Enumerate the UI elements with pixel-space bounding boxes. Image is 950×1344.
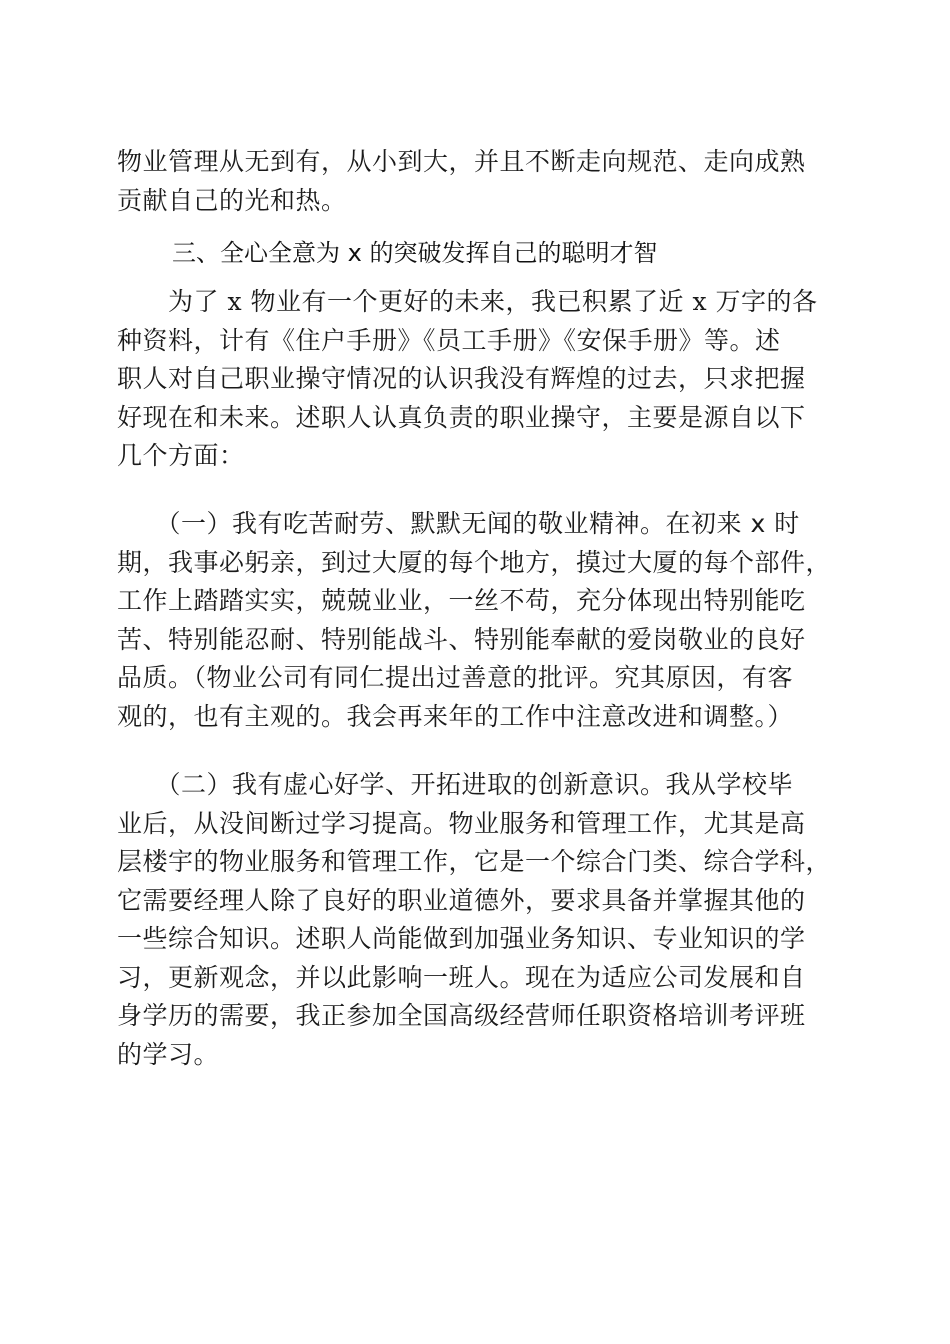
text-line: 业后，从没间断过学习提高。物业服务和管理工作，尤其是高 (117, 808, 806, 838)
text-line: （一）我有吃苦耐劳、默默无闻的敬业精神。在初来 x 时 (117, 509, 800, 538)
section-intro-paragraph (117, 283, 835, 476)
text-line: 层楼宇的物业服务和管理工作，它是一个综合门类、综合学科， (117, 847, 832, 876)
point-two-paragraph (117, 766, 835, 1074)
text-line: 苦、特别能忍耐、特别能战斗、特别能奉献的爱岗敬业的良好 (117, 624, 806, 654)
text-line: 工作上踏踏实实，兢兢业业，一丝不苟，充分体现出特别能吃 (117, 586, 806, 615)
text-line: 好现在和未来。述职人认真负责的职业操守，主要是源自以下 (117, 402, 806, 432)
point-one-paragraph (117, 505, 835, 736)
text-line: 观的，也有主观的。我会再来年的工作中注意改进和调整。） (117, 701, 794, 731)
text-line: 几个方面： (117, 441, 245, 470)
text-line: 一些综合知识。述职人尚能做到加强业务知识、专业知识的学 (117, 924, 806, 953)
text-line: 为了 x 物业有一个更好的未来，我已积累了近 x 万字的各 (117, 287, 818, 316)
text-line: 期，我事必躬亲，到过大厦的每个地方，摸过大厦的每个部件， (117, 547, 832, 577)
text-line: 习，更新观念，并以此影响一班人。现在为适应公司发展和自 (117, 962, 806, 992)
text-line: 职人对自己职业操守情况的认识我没有辉煌的过去，只求把握 (117, 364, 806, 393)
text-line: 它需要经理人除了良好的职业道德外，要求具备并掌握其他的 (117, 885, 806, 915)
text-line: 身学历的需要，我正参加全国高级经营师任职资格培训考评班 (117, 1001, 806, 1030)
text-line: 种资料，计有《住户手册》《员工手册》《安保手册》等。述 (117, 325, 781, 355)
section-heading: 三、全心全意为 x 的突破发挥自己的聪明才智 (172, 239, 658, 267)
text-line: 的学习。 (117, 1039, 220, 1069)
text-line: （二）我有虚心好学、开拓进取的创新意识。我从学校毕 (117, 770, 794, 799)
intro-tail-paragraph (117, 143, 835, 220)
text-line: 物业管理从无到有，从小到大，并且不断走向规范、走向成熟 (117, 147, 806, 176)
text-line: 品质。（物业公司有同仁提出过善意的批评。究其原因，有客 (117, 663, 794, 692)
text-line: 贡献自己的光和热。 (117, 185, 347, 215)
